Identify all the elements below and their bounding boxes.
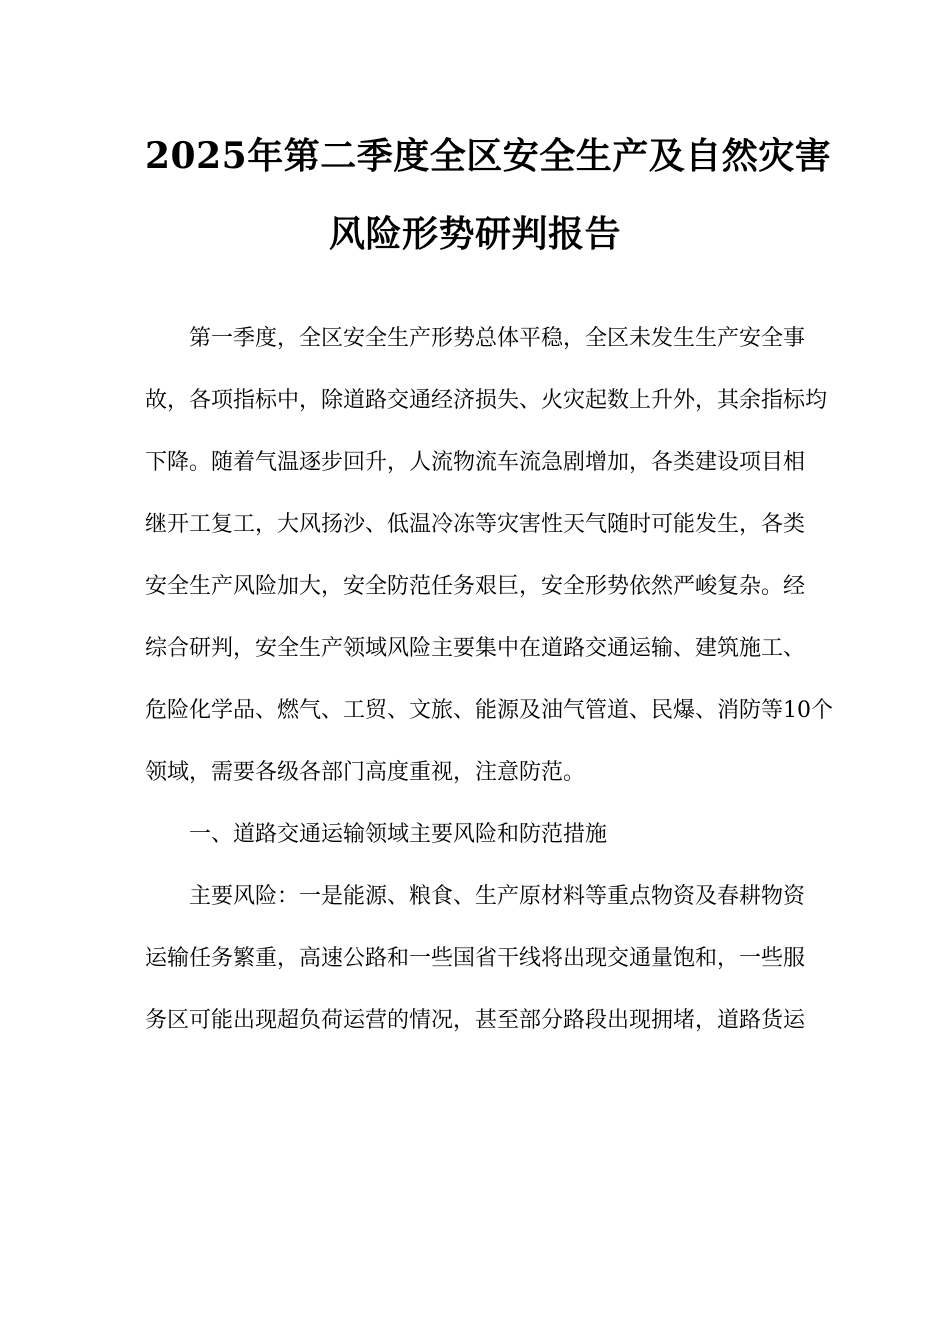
title-line-2: 风险形势研判报告	[328, 213, 621, 255]
paragraph-line: 继开工复工，大风扬沙、低温冷冻等灾害性天气随时可能发生，各类	[145, 512, 806, 537]
section-heading-road-traffic: 一、道路交通运输领域主要风险和防范措施	[189, 822, 608, 847]
paragraph-main-risks	[145, 876, 809, 1062]
paragraph-line: 主要风险：一是能源、粮食、生产原材料等重点物资及春耕物资	[189, 884, 806, 909]
paragraph-line: 综合研判，安全生产领域风险主要集中在道路交通运输、建筑施工、	[145, 636, 806, 661]
paragraph-line: 危险化学品、燃气、工贸、文旅、能源及油气管道、民爆、消防等10个	[145, 698, 833, 723]
title-line-1: 2025年第二季度全区安全生产及自然灾害	[145, 135, 832, 177]
paragraph-line: 故，各项指标中，除道路交通经济损失、火灾起数上升外，其余指标均	[145, 388, 828, 413]
paragraph-line: 第一季度，全区安全生产形势总体平稳，全区未发生生产安全事	[189, 326, 806, 351]
paragraph-line: 运输任务繁重，高速公路和一些国省干线将出现交通量饱和，一些服	[145, 946, 806, 971]
paragraph-line: 领域，需要各级各部门高度重视，注意防范。	[145, 760, 586, 785]
paragraph-line: 务区可能出现超负荷运营的情况，甚至部分路段出现拥堵，道路货运	[145, 1008, 806, 1033]
document-title	[145, 135, 832, 255]
paragraph-overview	[145, 318, 833, 814]
paragraph-line: 安全生产风险加大，安全防范任务艰巨，安全形势依然严峻复杂。经	[145, 574, 806, 599]
paragraph-line: 下降。随着气温逐步回升，人流物流车流急剧增加，各类建设项目相	[145, 450, 806, 475]
document-body	[145, 318, 833, 1062]
